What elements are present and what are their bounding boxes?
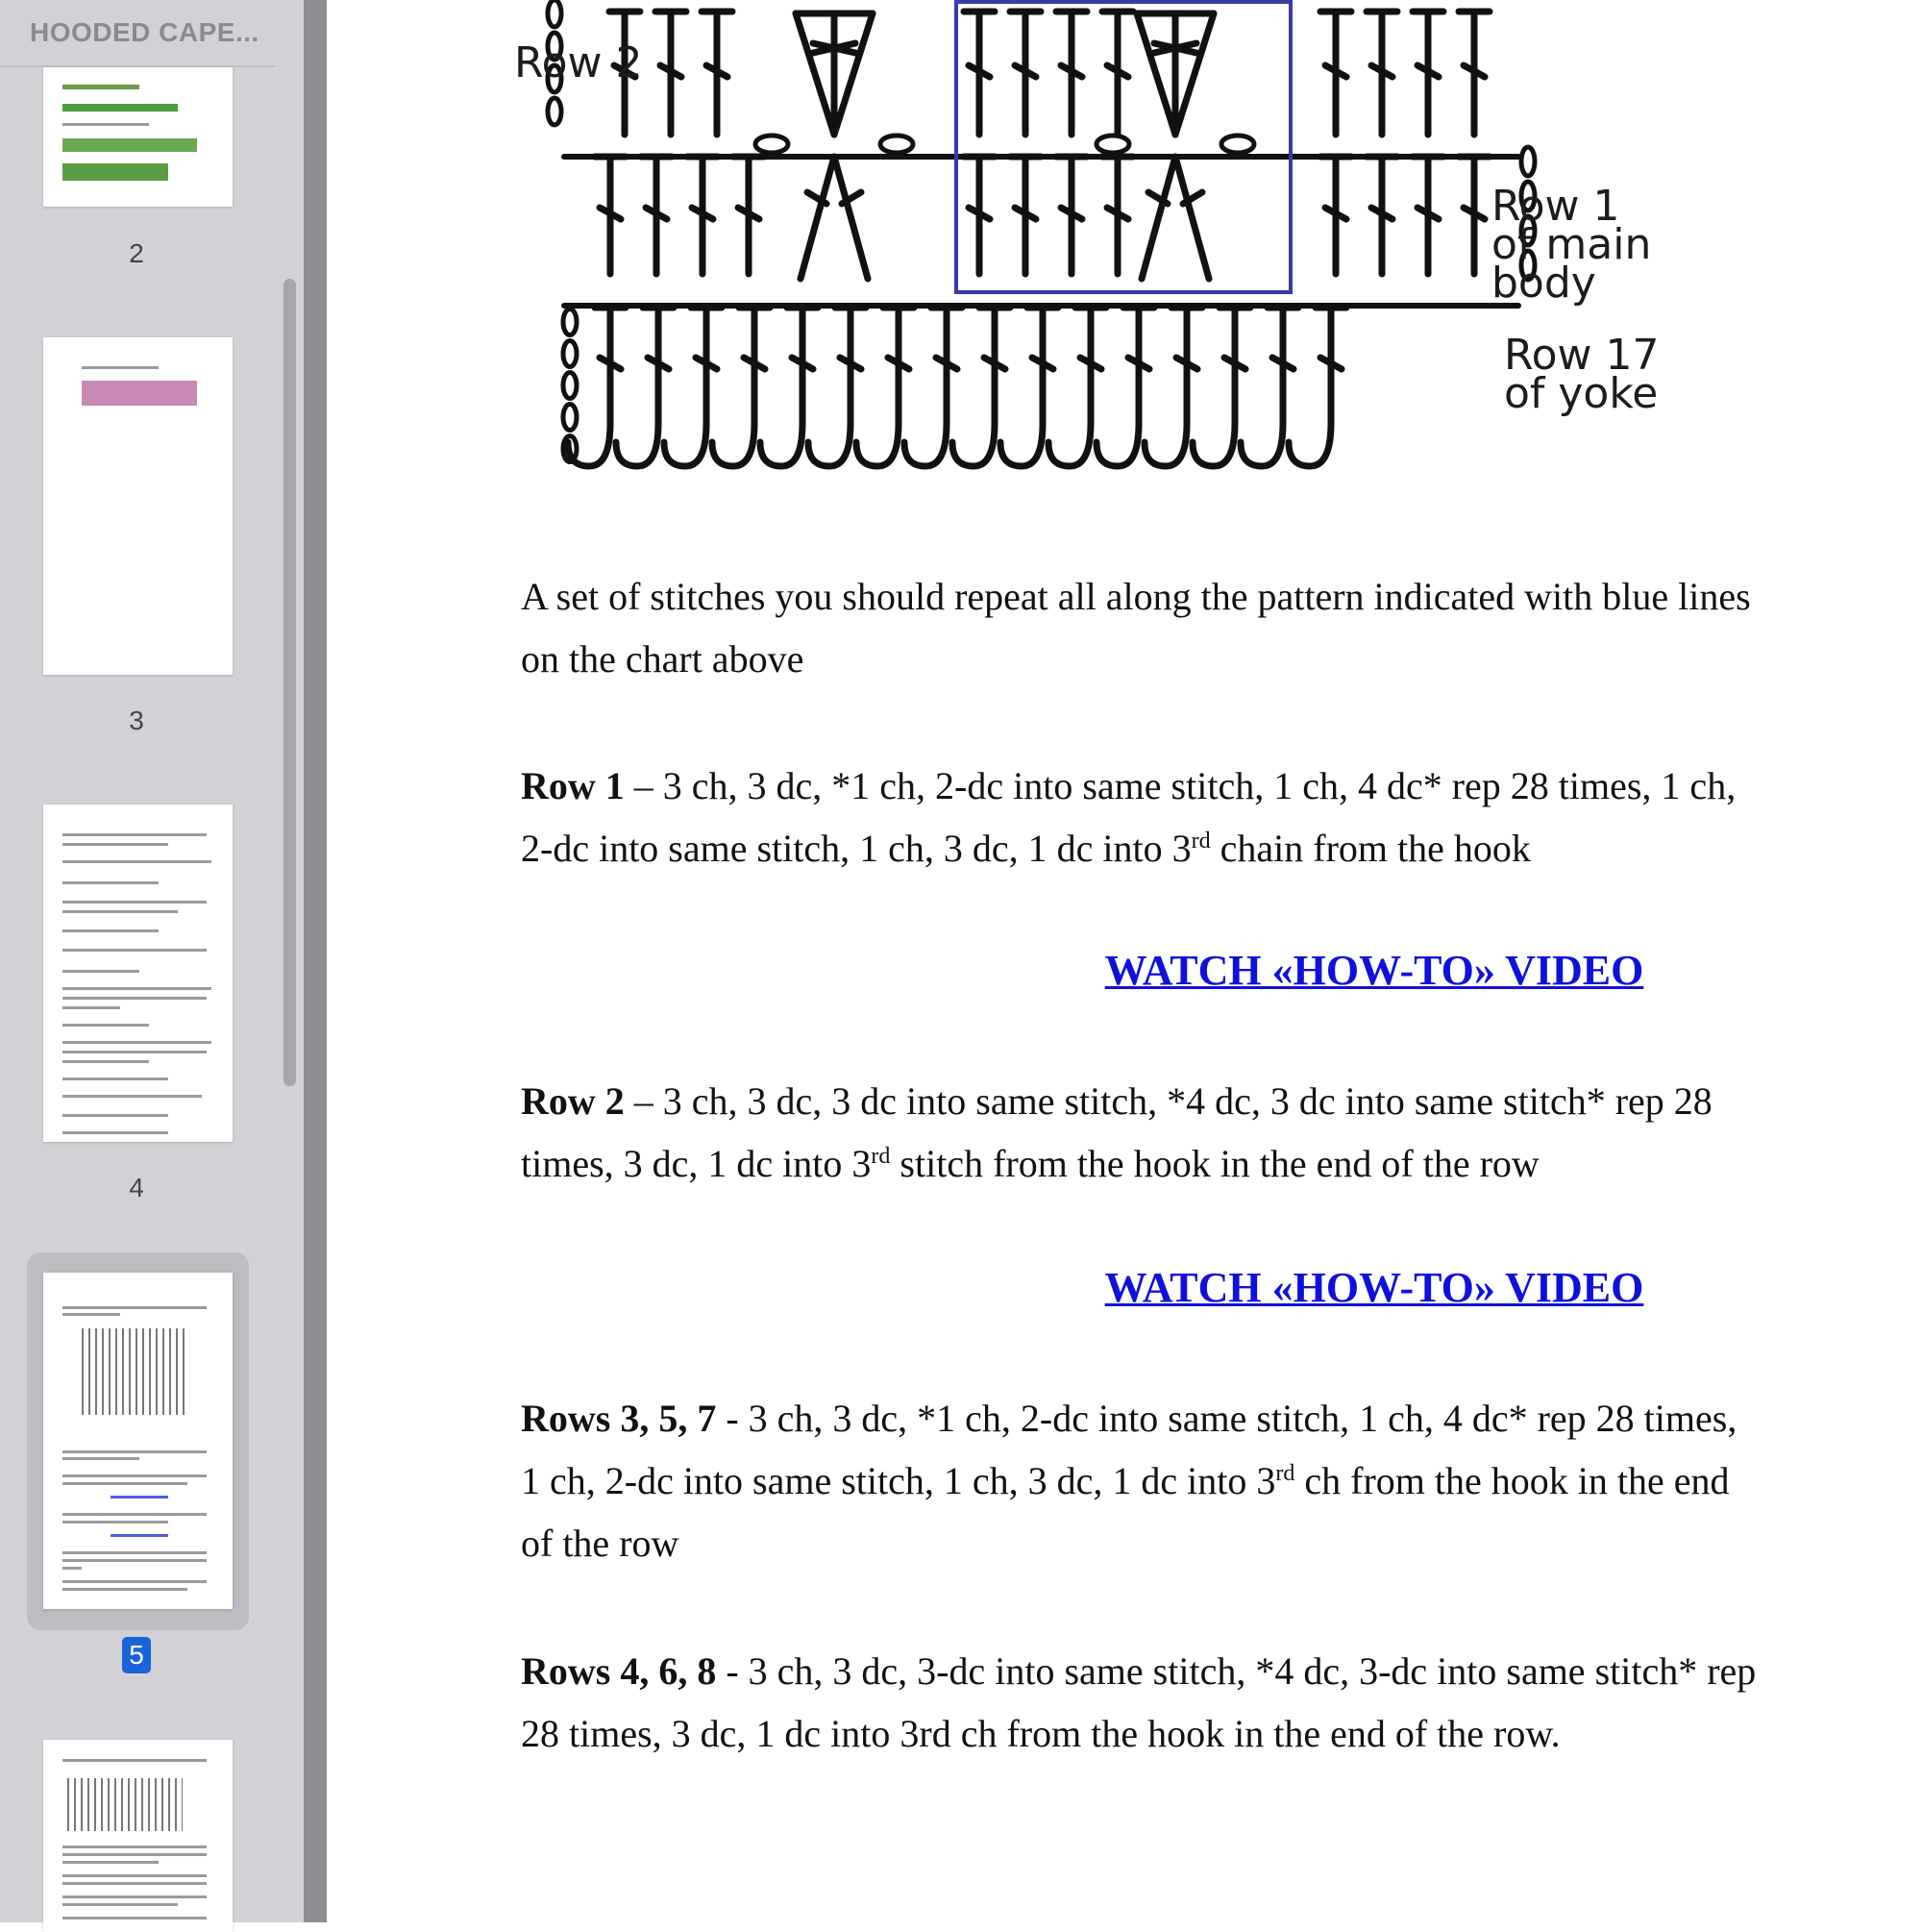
post-stitch-symbol (904, 423, 947, 466)
crochet-chart (514, 0, 1754, 490)
page-thumbnail-2[interactable] (43, 67, 233, 207)
chain-space-symbol (880, 136, 913, 153)
instruction-text: 28 times, 3 dc, 1 dc into 3rd ch from the hook in the end of the row. (521, 1712, 1561, 1755)
instruction-text: – 3 ch, 3 dc, 3 dc into same stitch, *4 dc, 3 dc into same stitch* rep 28 (624, 1079, 1713, 1123)
document-title: HOODED CAPE... (30, 17, 259, 47)
page-thumbnail-6[interactable] (43, 1740, 233, 1932)
thumbnail-sidebar (0, 0, 304, 1922)
chart-label-row2: Row 2 (514, 38, 643, 87)
chain-space-symbol (1097, 136, 1129, 153)
post-stitch-symbol (760, 423, 802, 466)
watch-video-link-1[interactable]: WATCH «HOW-TO» VIDEO (1104, 947, 1644, 994)
row-1-instructions (521, 755, 1922, 879)
page-label-3: 3 (129, 706, 144, 735)
chain-symbol (548, 0, 561, 27)
post-stitch-symbol (664, 423, 706, 466)
cluster-symbol (1137, 13, 1175, 135)
instruction-text: – 3 ch, 3 dc, *1 ch, 2-dc into same stitch, 1 ch, 4 dc* rep 28 times, 1 ch, (624, 764, 1737, 807)
chain-symbol (548, 98, 561, 125)
rows-3-5-7-instructions (521, 1387, 1922, 1574)
instruction-text: - 3 ch, 3 dc, 3-dc into same stitch, *4 dc, 3-dc into same stitch* rep (716, 1649, 1757, 1693)
post-stitch-symbol (1000, 423, 1043, 466)
rows-4-6-8-instructions (521, 1640, 1922, 1765)
document-page (327, 0, 1922, 1922)
chart-label-row1-sub: of main body (1491, 220, 1652, 308)
instruction-text: 1 ch, 2-dc into same stitch, 1 ch, 3 dc, 1 dc into 3 (521, 1459, 1276, 1502)
repeat-caption (521, 565, 1922, 690)
row-title: Row 1 (521, 764, 625, 807)
page-thumbnail-3[interactable] (43, 337, 233, 675)
chain-space-symbol (1221, 136, 1254, 153)
post-stitch-symbol (856, 423, 899, 466)
page-thumbnail-5[interactable] (43, 1273, 233, 1609)
row-title: Rows 4, 6, 8 (521, 1649, 717, 1693)
watch-video-link-2[interactable]: WATCH «HOW-TO» VIDEO (1104, 1264, 1644, 1311)
row-title: Rows 3, 5, 7 (521, 1397, 717, 1440)
superscript: rd (871, 1144, 891, 1169)
cluster-symbol (1175, 13, 1214, 135)
sidebar-scrollbar[interactable] (283, 279, 296, 1086)
page-label-5: 5 (122, 1637, 151, 1673)
instruction-text: of the row (521, 1522, 679, 1565)
sidebar-divider (304, 0, 327, 1922)
instruction-text: 2-dc into same stitch, 1 ch, 3 dc, 1 dc into 3 (521, 827, 1192, 870)
instruction-text: chain from the hook (1210, 827, 1531, 870)
caption-line: A set of stitches you should repeat all along the pattern indicated with blue lines (521, 575, 1751, 618)
chain-symbol (563, 373, 577, 399)
v-stitch-symbol (834, 157, 868, 279)
row-2-instructions (521, 1070, 1922, 1195)
post-stitch-symbol (616, 423, 658, 466)
v-stitch-symbol (1142, 157, 1175, 279)
chart-label-row1: Row 1 (1491, 182, 1620, 231)
v-stitch-symbol (1175, 157, 1209, 279)
caption-line: on the chart above (521, 637, 804, 681)
superscript: rd (1191, 829, 1211, 854)
page-label-4: 4 (129, 1173, 144, 1202)
post-stitch-symbol (1048, 423, 1091, 466)
post-stitch-symbol (952, 423, 995, 466)
post-stitch-symbol (712, 423, 754, 466)
post-stitch-symbol (1193, 423, 1235, 466)
cluster-symbol (834, 13, 873, 135)
chain-space-symbol (755, 136, 788, 153)
post-stitch-symbol (808, 423, 850, 466)
chain-symbol (1521, 147, 1535, 176)
post-stitch-symbol (1145, 423, 1187, 466)
post-stitch-symbol (1289, 423, 1331, 466)
superscript: rd (1275, 1461, 1295, 1486)
instruction-text: ch from the hook in the end (1294, 1459, 1730, 1502)
chart-label-row17-sub: of yoke (1504, 369, 1659, 418)
row-title: Row 2 (521, 1079, 625, 1123)
page-thumbnail-4[interactable] (43, 805, 233, 1142)
page-label-2: 2 (129, 238, 144, 268)
instruction-text: stitch from the hook in the end of the row (890, 1142, 1540, 1185)
cluster-symbol (796, 13, 834, 135)
instruction-text: times, 3 dc, 1 dc into 3 (521, 1142, 872, 1185)
chain-symbol (563, 405, 577, 431)
chain-symbol (563, 310, 577, 335)
post-stitch-symbol (1097, 423, 1139, 466)
v-stitch-symbol (801, 157, 834, 279)
chart-label-row17: Row 17 (1504, 331, 1660, 380)
chain-symbol (563, 341, 577, 367)
post-stitch-symbol (1241, 423, 1283, 466)
instruction-text: - 3 ch, 3 dc, *1 ch, 2-dc into same stitch, 1 ch, 4 dc* rep 28 times, (716, 1397, 1737, 1440)
